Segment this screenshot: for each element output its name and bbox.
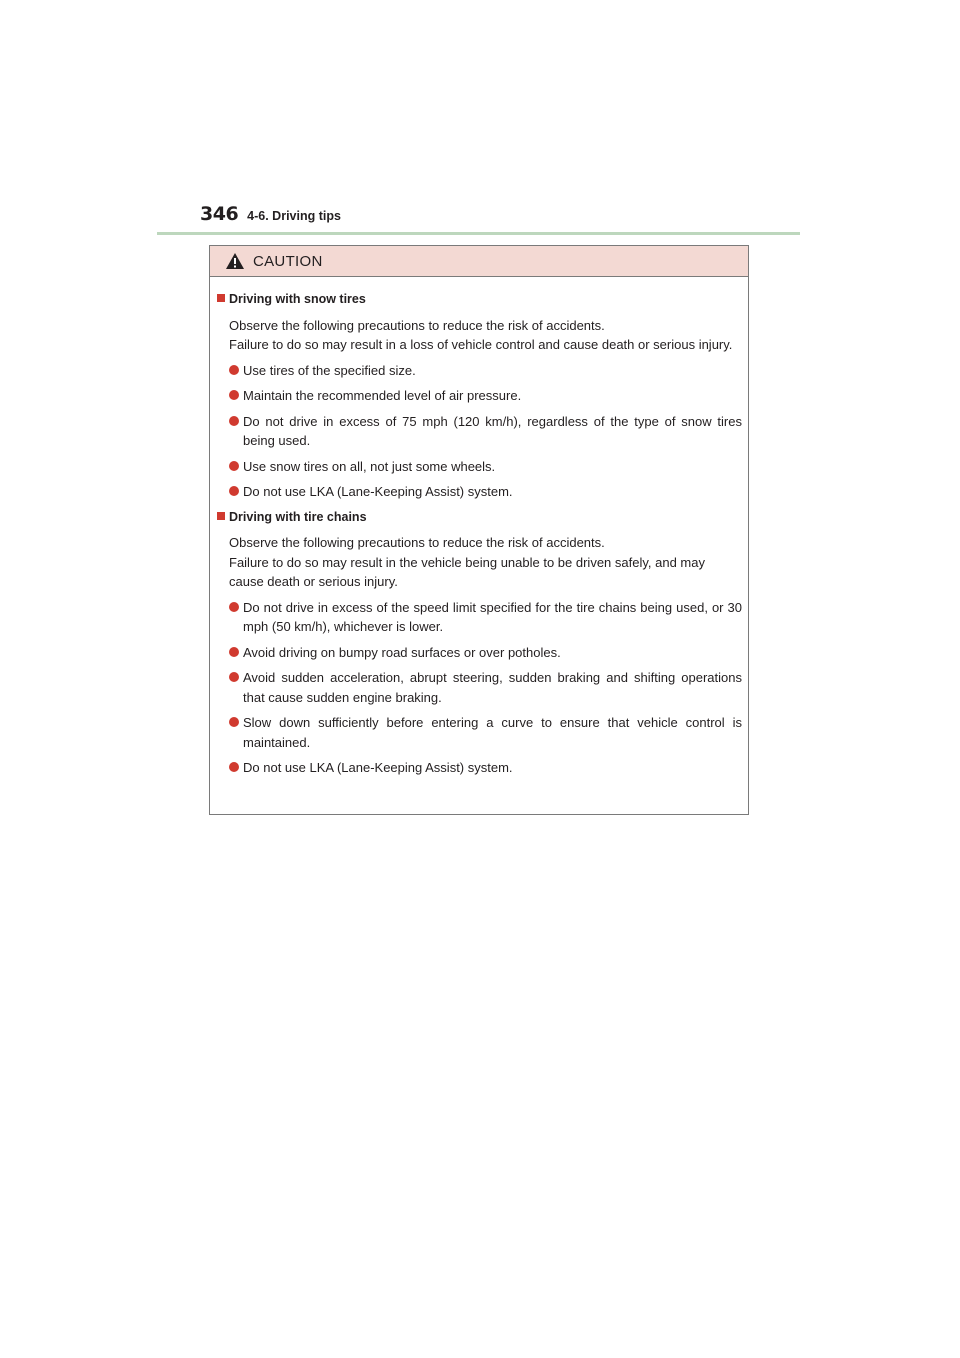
bullet-dot-icon (229, 416, 239, 426)
bullet-dot-icon (229, 762, 239, 772)
list-item (217, 482, 742, 502)
intro-line: Failure to do so may result in the vehicle being unable to be driven safely, and may cause death or serious injury. (229, 554, 705, 589)
intro-line: Failure to do so may result in a loss of vehicle control and cause death or serious injury. (229, 337, 733, 352)
intro-line: Observe the following precautions to reduce the risk of accidents. (229, 317, 605, 333)
list-item-text: Do not use LKA (Lane-Keeping Assist) system. (243, 760, 513, 775)
caution-box (209, 245, 749, 815)
list-item-text: Maintain the recommended level of air pressure. (243, 388, 522, 403)
section-title: 4-6. Driving tips (247, 209, 341, 223)
square-bullet-icon (217, 512, 225, 520)
section-heading-text: Driving with tire chains (229, 509, 367, 524)
bullet-dot-icon (229, 365, 239, 375)
list-item-text: Use snow tires on all, not just some wheels. (243, 458, 496, 474)
list-item (217, 668, 742, 707)
list-item-text: Do not use LKA (Lane-Keeping Assist) system. (243, 484, 513, 499)
intro-line: Observe the following precautions to reduce the risk of accidents. (229, 535, 605, 550)
section-heading-text: Driving with snow tires (229, 292, 366, 306)
section-intro (217, 533, 742, 592)
bullet-dot-icon (229, 602, 239, 612)
list-item (217, 758, 742, 778)
list-item (217, 386, 742, 406)
section-heading (217, 508, 742, 528)
warning-triangle-icon (225, 252, 245, 270)
bullet-dot-icon (229, 672, 239, 682)
list-item (217, 713, 742, 752)
section-heading (217, 290, 742, 310)
bullet-dot-icon (229, 486, 239, 496)
bullet-dot-icon (229, 717, 239, 727)
caution-body (210, 277, 748, 778)
square-bullet-icon (217, 294, 225, 302)
list-item-text: Avoid sudden acceleration, abrupt steering, sudden braking and shifting operations that cause sudden engine braking. (243, 670, 742, 705)
page-header (200, 203, 341, 229)
list-item-text: Do not drive in excess of 75 mph (120 km/h), regardless of the type of snow tires being used. (243, 413, 742, 448)
caution-header (210, 246, 748, 277)
header-rule (157, 232, 800, 235)
list-item-text: Use tires of the specified size. (243, 362, 416, 378)
list-item-text: Do not drive in excess of the speed limit specified for the tire chains being used, or 30 mph (50 km/h), whichever is lower. (243, 599, 742, 634)
list-item (217, 361, 742, 381)
list-item (217, 412, 742, 451)
page-number: 346 (200, 203, 239, 225)
list-item (217, 457, 742, 477)
section-intro (217, 316, 742, 355)
list-item (217, 643, 742, 663)
bullet-dot-icon (229, 390, 239, 400)
list-item (217, 598, 742, 637)
list-item-text: Avoid driving on bumpy road surfaces or over potholes. (243, 644, 561, 660)
caution-title: CAUTION (253, 252, 323, 270)
bullet-dot-icon (229, 461, 239, 471)
list-item-text: Slow down sufficiently before entering a curve to ensure that vehicle control is maintained. (243, 715, 742, 750)
bullet-dot-icon (229, 647, 239, 657)
